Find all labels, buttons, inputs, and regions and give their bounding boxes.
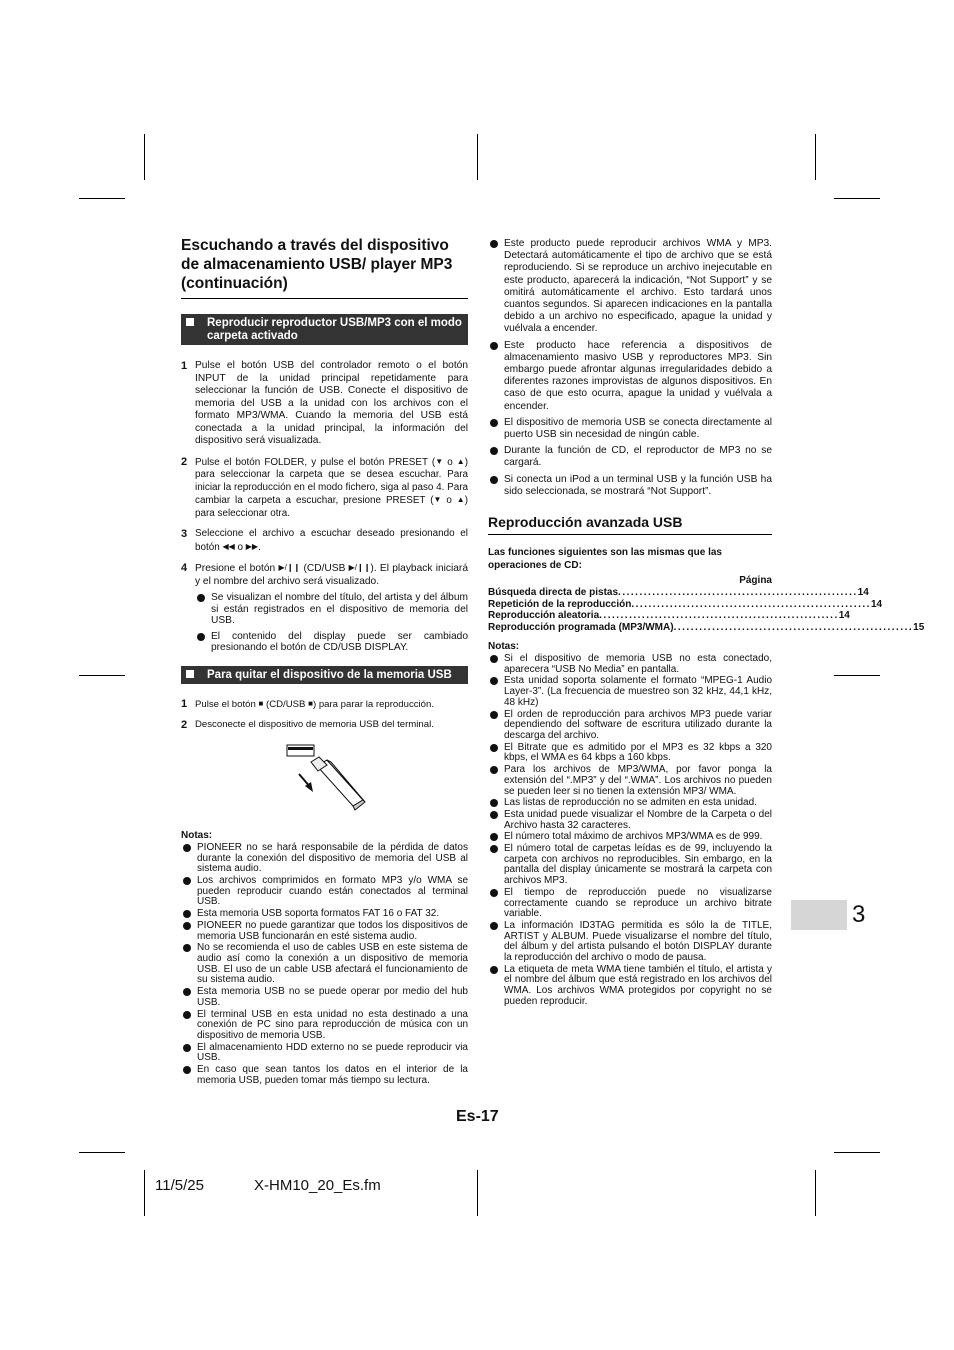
- bullet-icon: [183, 1066, 191, 1074]
- crop-mark: [144, 134, 145, 180]
- step-number: 1: [181, 697, 188, 710]
- bullet-icon: [490, 655, 498, 663]
- bullet-icon: [490, 711, 498, 719]
- list-item: [488, 445, 772, 469]
- step-1: [181, 698, 468, 712]
- list-item: [181, 843, 468, 875]
- bullet-icon: [490, 845, 498, 853]
- crop-mark: [815, 1170, 816, 1216]
- toc-label: Repetición de la reproducción: [488, 598, 632, 610]
- page-title: Escuchando a través del dispositivo de almacenamiento USB/ player MP3 (continuación): [181, 236, 468, 299]
- bullet-icon: [490, 922, 498, 930]
- note-text: Esta memoria USB no se puede operar por medio del hub USB.: [197, 986, 468, 1008]
- list-item: [488, 238, 772, 336]
- bullet-icon: [490, 766, 498, 774]
- list-item: [181, 1065, 468, 1086]
- note-text: Las listas de reproducción no se admiten en esta unidad.: [504, 797, 757, 809]
- chapter-number: 3: [852, 901, 866, 928]
- list-item: [181, 909, 468, 920]
- notes-right: [488, 641, 772, 1008]
- bullet-icon: [183, 1044, 191, 1052]
- note-text: PIONEER no se hará responsabile de la pérdida de datos durante la conexión del dispositivo de memoria del USB al sistema audio.: [197, 841, 468, 875]
- page-number: Es-17: [456, 1108, 499, 1125]
- bullet-text: Se visualizan el nombre del título, del artista y del álbum si están registrados en el dispositivo de memoria del USB.: [211, 592, 468, 627]
- list-item: [488, 832, 772, 843]
- step-number: 3: [181, 528, 188, 540]
- right-bullets: [488, 238, 772, 498]
- step-1: [181, 360, 468, 448]
- notes-left: [181, 830, 468, 1086]
- list-item: [181, 987, 468, 1008]
- note-text: Para los archivos de MP3/WMA, por favor ponga la extensión del “.MP3” y del “.WMA”. Los archivos no pueden se pueden leer si no tienen la extensión MP3/ WMA.: [504, 764, 772, 797]
- note-text: Esta memoria USB soporta formatos FAT 16 o FAT 32.: [197, 908, 440, 920]
- note-text: PIONEER no puede garantizar que todos los dispositivos de memoria USB funcionarán en esté sistema audio.: [197, 919, 468, 942]
- step-text: Presione el botón: [195, 563, 279, 574]
- list-item: [488, 810, 772, 831]
- crop-mark: [79, 198, 125, 199]
- note-text: El almacenamiento HDD externo no se puede reproducir via USB.: [197, 1041, 468, 1064]
- note-text: Esta unidad soporta solamente el formato “MPEG-1 Audio Layer-3”. (La frecuencia de muestreo son 32 kHz, 44,1 kHz, 48 kHz): [504, 675, 772, 708]
- list-item: [195, 592, 468, 627]
- chapter-tab: [791, 900, 847, 930]
- note-text: El número total máximo de archivos MP3/WMA es de 999.: [504, 831, 763, 843]
- crop-mark: [477, 1170, 478, 1216]
- page-column-label: Página: [739, 575, 772, 587]
- section-heading-text: Reproducir reproductor USB/MP3 con el modo carpeta activado: [207, 317, 462, 342]
- note-text: Esta unidad puede visualizar el Nombre de la Carpeta o del Archivo hasta 32 caracteres.: [504, 808, 772, 831]
- list-item: [181, 876, 468, 908]
- toc-leader: ........................................................: [599, 610, 839, 622]
- crop-mark: [834, 675, 880, 676]
- step-3: [181, 528, 468, 554]
- step-4-bullets: [195, 592, 468, 654]
- list-item: [488, 921, 772, 964]
- note-text: Si el dispositivo de memoria USB no esta conectado, aparecera “USB No Media” en pantalla.: [504, 653, 772, 675]
- usb-stick-icon: [287, 744, 367, 824]
- list-item: [181, 1010, 468, 1042]
- step-number: 4: [181, 562, 188, 574]
- toc-page: 14: [870, 598, 883, 610]
- notes-title: Notas:: [488, 641, 520, 653]
- toc-label: Reproducción aleatoria: [488, 610, 600, 622]
- bullet-text: Durante la función de CD, el reproductor de MP3 no se cargará.: [504, 445, 772, 469]
- footer-filename: X-HM10_20_Es.fm: [254, 1177, 381, 1194]
- bullet-icon: [183, 877, 191, 885]
- skip-back-icon: ◀◀: [222, 541, 235, 551]
- list-item: [181, 1043, 468, 1064]
- advanced-usb-title: Reproducción avanzada USB: [488, 514, 772, 535]
- list-item: [488, 417, 772, 441]
- toc-row: [488, 621, 925, 634]
- step-text: Pulse el botón FOLDER, y pulse el botón PRESET (: [195, 456, 436, 468]
- bullet-icon: [490, 419, 498, 427]
- step-number: 2: [181, 455, 188, 468]
- step-text: o: [234, 541, 246, 553]
- crop-mark: [79, 1152, 125, 1153]
- step-text: (CD/USB: [263, 698, 309, 710]
- bullet-text: Este producto hace referencia a dispositivos de almacenamiento masivo USB y reproductores MP3. Sin embargo puede afrontar algunas irregularidades debido a diferentes razones improvistas de algunos dispositivos. En caso de que esto ocurra, apague la unidad y vuélvala a encender.: [504, 339, 772, 412]
- toc-leader: ........................................................: [618, 587, 858, 599]
- bullet-icon: [490, 476, 498, 484]
- list-item: [488, 710, 772, 742]
- bullet-icon: [183, 988, 191, 996]
- bullet-icon: [490, 677, 498, 685]
- toc-list: [488, 587, 925, 633]
- toc-label: Búsqueda directa de pistas: [488, 587, 619, 599]
- toc-row: [488, 610, 850, 622]
- bullet-icon: [490, 811, 498, 819]
- up-arrow-icon: ▲: [456, 456, 465, 466]
- list-item: [488, 798, 772, 809]
- list-item: [181, 921, 468, 942]
- step-text: Seleccione el archivo a escuchar deseado presionando el botón: [195, 528, 468, 553]
- step-text: .: [258, 541, 261, 553]
- advanced-intro: Las funciones siguientes son las mismas que las operaciones de CD:: [488, 547, 722, 571]
- toc-leader: ........................................................: [673, 621, 914, 633]
- bullet-icon: [183, 844, 191, 852]
- down-arrow-icon: ▼: [435, 456, 444, 466]
- bullet-icon: [490, 889, 498, 897]
- bullet-icon: [490, 447, 498, 455]
- toc-row: [488, 587, 869, 599]
- step-text: o: [441, 495, 457, 506]
- note-text: El tiempo de reproducción puede no visualizarse correctamente cuando se reproduce un archivo bitrate variable.: [504, 886, 772, 920]
- crop-mark: [834, 198, 880, 199]
- note-text: El número total de carpetas leídas es de 99, incluyendo la carpeta con archivos no reproducibles. Sin embargo, en la pantalla del display únicamente se mostrará la carpeta con archivos MP3.: [504, 843, 772, 887]
- list-item: [181, 943, 468, 986]
- list-item: [488, 965, 772, 1008]
- bullet-text: El contenido del display puede ser cambiado presionando el botón de CD/USB DISPLAY.: [211, 630, 468, 654]
- bullet-icon: [490, 342, 498, 350]
- crop-mark: [144, 1170, 145, 1216]
- crop-mark: [815, 134, 816, 180]
- skip-forward-icon: ▶▶: [245, 541, 259, 551]
- list-item: [195, 631, 468, 654]
- bullet-text: El dispositivo de memoria USB se conecta directamente al puerto USB sin necesidad de ningún cable.: [504, 416, 772, 441]
- toc-page: 14: [838, 610, 850, 622]
- list-item: [488, 676, 772, 708]
- bullet-icon: [197, 633, 205, 641]
- list-item: [488, 474, 772, 498]
- note-text: No se recomienda el uso de cables USB en este sistema de audio así como la conexión a un dispositivo de memoria USB. El uso de un cable USB afectará el funcionamiento de su sistema audio.: [197, 942, 468, 986]
- step-number: 1: [181, 360, 188, 372]
- step-4: [181, 562, 468, 654]
- step-2: [181, 456, 468, 521]
- list-item: [488, 888, 772, 920]
- stop-icon: ■: [258, 698, 264, 708]
- toc-page: 14: [857, 587, 869, 599]
- step-2: [181, 719, 468, 732]
- toc-row: [488, 598, 883, 611]
- bullet-text: Este producto puede reproducir archivos WMA y MP3. Detectará automáticamente el tipo de archivo que se está reproduciendo. Si se reproduce un archivo inejecutable en este producto, aparecerá la indicación, “Not Support” y se omitirá automáticamente el archivo. Esto tardará unos cuantos segundos. Si aparecen indicaciones en la pantalla debido a un archivo no especificado, apague la unidad y vuélvala a encender.: [504, 238, 772, 335]
- crop-mark: [477, 134, 478, 180]
- bullet-icon: [183, 910, 191, 918]
- notes-title: Notas:: [181, 829, 213, 841]
- note-text: En caso que sean tantos los datos en el interior de la memoria USB, pueden tomar más tiempo su lectura.: [197, 1064, 468, 1086]
- section-heading-text: Para quitar el dispositivo de la memoria USB: [207, 668, 452, 681]
- right-column: [488, 236, 925, 1009]
- note-text: La etiqueta de meta WMA tiene también el título, el artista y el nombre del álbum que está registrado en los archivos del WMA. Los archivos WMA protegidos por copyright no se pueden reproducir.: [504, 963, 772, 1007]
- steps-list: [181, 360, 468, 654]
- step-text: Pulse el botón: [195, 698, 259, 710]
- step-text: Desconecte el dispositivo de memoria USB del terminal.: [195, 719, 434, 731]
- down-arrow-icon: ▼: [433, 495, 442, 504]
- step-text: ) para seleccionar la carpeta que se desea escuchar. Para iniciar la reproducción en el modo fichero, siga al paso 4. Para cambiar la carpeta a escuchar, presione PRESET (: [195, 456, 468, 506]
- list-item: [488, 340, 772, 413]
- step-text: (CD/USB: [300, 563, 349, 574]
- toc-leader: ........................................................: [631, 598, 871, 610]
- square-bullet-icon: [186, 670, 194, 678]
- note-text: La información ID3TAG permitida es sólo la de TITLE, ARTIST y ALBUM. Puede visualizarse el nombre del título, del álbum y del artista pulsando el botón DISPLAY durante la reproducción del archivo o modo de pausa.: [504, 919, 772, 964]
- up-arrow-icon: ▲: [456, 495, 465, 504]
- bullet-icon: [490, 240, 498, 248]
- list-item: [488, 765, 772, 797]
- list-item: [488, 743, 772, 764]
- bullet-icon: [490, 833, 498, 841]
- note-text: Los archivos comprimidos en formato MP3 y/o WMA se pueden reproducir cuando están conectados al terminal USB.: [197, 875, 468, 908]
- bullet-icon: [490, 799, 498, 807]
- list-item: [488, 654, 772, 675]
- square-bullet-icon: [186, 318, 194, 326]
- section-heading-folder-mode: [181, 314, 468, 345]
- toc-label: Reproducción programada (MP3/WMA): [488, 621, 674, 633]
- play-pause-icon: ▶/❙❙: [278, 563, 301, 572]
- toc-page: 15: [913, 621, 925, 633]
- bullet-icon: [490, 744, 498, 752]
- step-text: ) para seleccionar otra.: [195, 495, 468, 519]
- left-column: [181, 236, 468, 1087]
- bullet-icon: [183, 922, 191, 930]
- step-text: ) para parar la reproducción.: [312, 698, 435, 710]
- bullet-icon: [490, 966, 498, 974]
- bullet-icon: [183, 944, 191, 952]
- footer-date: 11/5/25: [155, 1177, 204, 1194]
- bullet-icon: [183, 1011, 191, 1019]
- note-text: El Bitrate que es admitido por el MP3 es 32 kbps a 320 kbps, el WMA es 64 kbps a 160 kbps.: [504, 741, 772, 764]
- crop-mark: [834, 1152, 880, 1153]
- note-text: El orden de reproducción para archivos MP3 puede variar dependiendo del software de escritura utilizado durante la descarga del archivo.: [504, 708, 772, 741]
- note-text: El terminal USB en esta unidad no esta destinado a una conexión de PC sino para reproducción de música con un dispositivo de memoria USB.: [197, 1008, 468, 1041]
- section-heading-remove-usb: [181, 666, 468, 684]
- step-text: o: [443, 456, 457, 468]
- crop-mark: [79, 675, 125, 676]
- bullet-text: Si conecta un iPod a un terminal USB y la función USB ha sido seleccionada, se mostrará “Not Support”.: [504, 473, 772, 497]
- step-text: ). El playback iniciará y el nombre del archivo será visualizado.: [195, 563, 468, 587]
- stop-icon: ■: [308, 698, 313, 708]
- step-text: Pulse el botón USB del controlador remoto o el botón INPUT de la unidad principal repetidamente para seleccionar la función de USB. Conecte el dispositivo de memoria del USB a la unidad con los archivos con el formato MP3/WMA. Cuando la memoria del USB está conectada a la unidad principal, la información del dispositivo será visualizada.: [195, 360, 468, 446]
- list-item: [488, 844, 772, 887]
- step-number: 2: [181, 719, 188, 732]
- remove-steps-list: [181, 698, 468, 732]
- play-pause-icon: ▶/❙❙: [348, 563, 371, 572]
- bullet-icon: [197, 594, 205, 602]
